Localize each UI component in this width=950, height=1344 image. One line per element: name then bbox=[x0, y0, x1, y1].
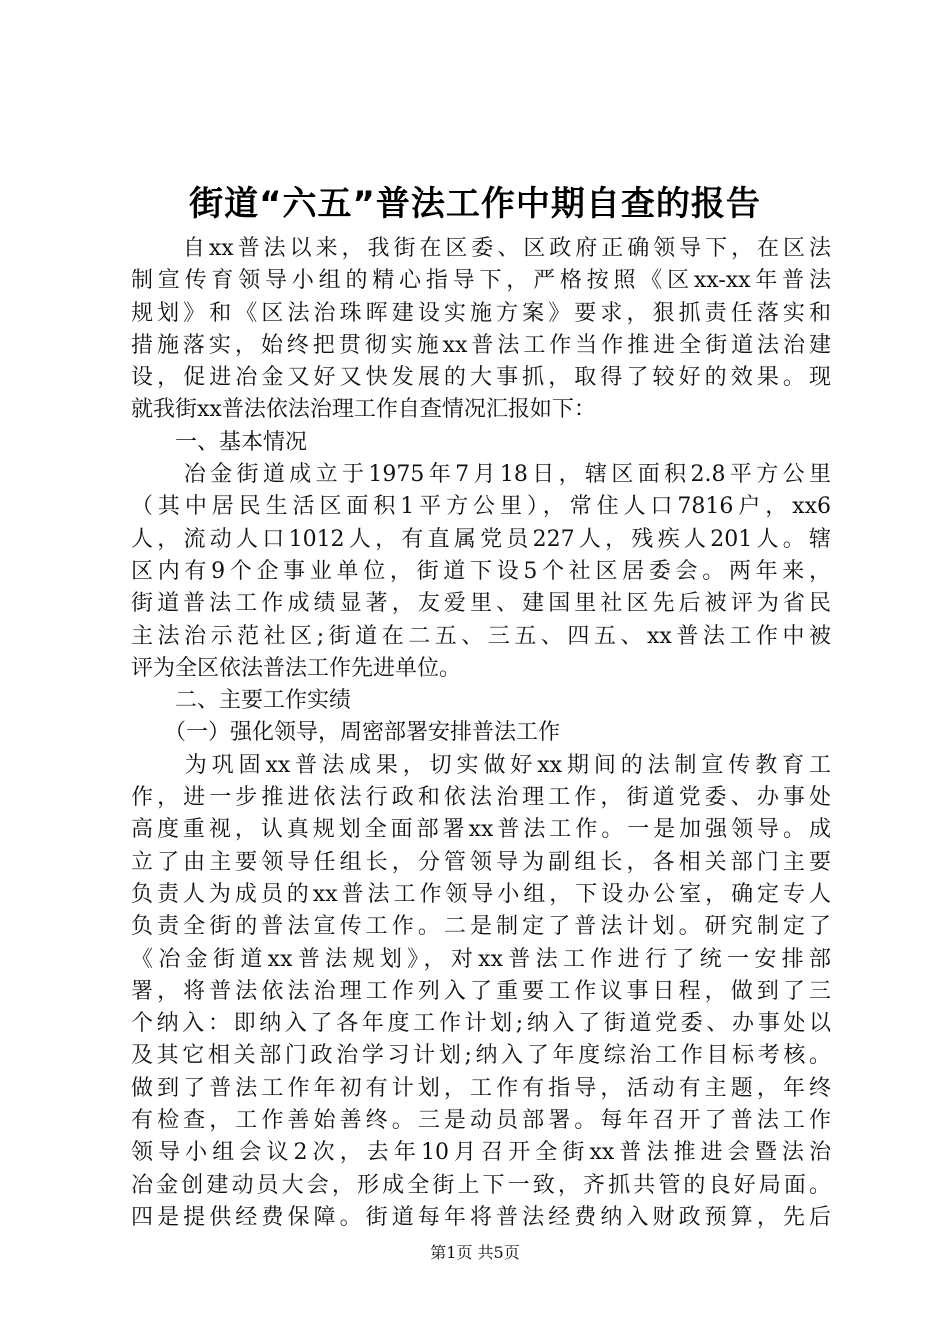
text-line: 负责人为成员的xx普法工作领导小组，下设办公室，确定专人 bbox=[131, 881, 831, 907]
text-line: 就我街xx普法依法治理工作自查情况汇报如下： bbox=[131, 397, 596, 423]
text-line: 人，流动人口1012人，有直属党员227人，残疾人201人。辖 bbox=[131, 526, 831, 552]
text-line: 区内有9个企事业单位，街道下设5个社区居委会。两年来， bbox=[131, 558, 831, 584]
text-line: 负责全街的普法宣传工作。二是制定了普法计划。研究制定了 bbox=[131, 914, 831, 940]
text-line: 冶金创建动员大会，形成全街上下一致，齐抓共管的良好局面。 bbox=[131, 1172, 831, 1198]
section-heading: 二、主要工作实绩 bbox=[131, 688, 352, 714]
text-line: 冶金街道成立于1975年7月18日，辖区面积2.8平方公里 bbox=[131, 462, 831, 488]
body-text bbox=[131, 233, 831, 1234]
text-line: （其中居民生活区面积1平方公里），常住人口7816户，xx6 bbox=[131, 494, 831, 520]
text-line: 评为全区依法普法工作先进单位。 bbox=[131, 655, 462, 681]
text-line: 做到了普法工作年初有计划，工作有指导，活动有主题，年终 bbox=[131, 1075, 831, 1101]
text-line: 署，将普法依法治理工作列入了重要工作议事日程，做到了三 bbox=[131, 978, 831, 1004]
text-line: 立了由主要领导任组长，分管领导为副组长，各相关部门主要 bbox=[131, 849, 831, 875]
text-line: 制宣传育领导小组的精心指导下，严格按照《区xx-xx年普法 bbox=[131, 268, 831, 294]
text-line: 措施落实，始终把贯彻实施xx普法工作当作推进全街道法治建 bbox=[131, 332, 831, 358]
text-line: 作，进一步推进依法行政和依法治理工作，街道党委、办事处 bbox=[131, 785, 831, 811]
text-line: 高度重视，认真规划全面部署xx普法工作。一是加强领导。成 bbox=[131, 817, 831, 843]
text-line: 个纳入：即纳入了各年度工作计划;纳入了街道党委、办事处以 bbox=[131, 1011, 831, 1037]
text-line: 有检查，工作善始善终。三是动员部署。每年召开了普法工作 bbox=[131, 1108, 831, 1134]
text-line: 街道普法工作成绩显著，友爱里、建国里社区先后被评为省民 bbox=[131, 591, 831, 617]
text-line: 《冶金街道xx普法规划》，对xx普法工作进行了统一安排部 bbox=[131, 946, 831, 972]
section-heading: 一、基本情况 bbox=[131, 429, 308, 455]
text-line: 四是提供经费保障。街道每年将普法经费纳入财政预算，先后 bbox=[131, 1204, 831, 1230]
text-line: 为巩固xx普法成果，切实做好xx期间的法制宣传教育工 bbox=[131, 752, 831, 778]
text-line: 主法治示范社区;街道在二五、三五、四五、xx普法工作中被 bbox=[131, 623, 831, 649]
page-number-footer: 第1页 共5页 bbox=[430, 1243, 520, 1262]
text-line: 自xx普法以来，我街在区委、区政府正确领导下，在区法 bbox=[131, 236, 831, 261]
text-line: 规划》和《区法治珠晖建设实施方案》要求，狠抓责任落实和 bbox=[131, 300, 831, 326]
text-line: 及其它相关部门政治学习计划;纳入了年度综治工作目标考核。 bbox=[131, 1043, 831, 1069]
text-line: 领导小组会议2次，去年10月召开全街xx普法推进会暨法治 bbox=[131, 1140, 831, 1166]
subsection-heading: （一）强化领导，周密部署安排普法工作 bbox=[131, 720, 561, 746]
page-title: 街道“六五”普法工作中期自查的报告 bbox=[189, 184, 761, 224]
text-line: 设，促进冶金又好又快发展的大事抓，取得了较好的效果。现 bbox=[131, 365, 831, 391]
